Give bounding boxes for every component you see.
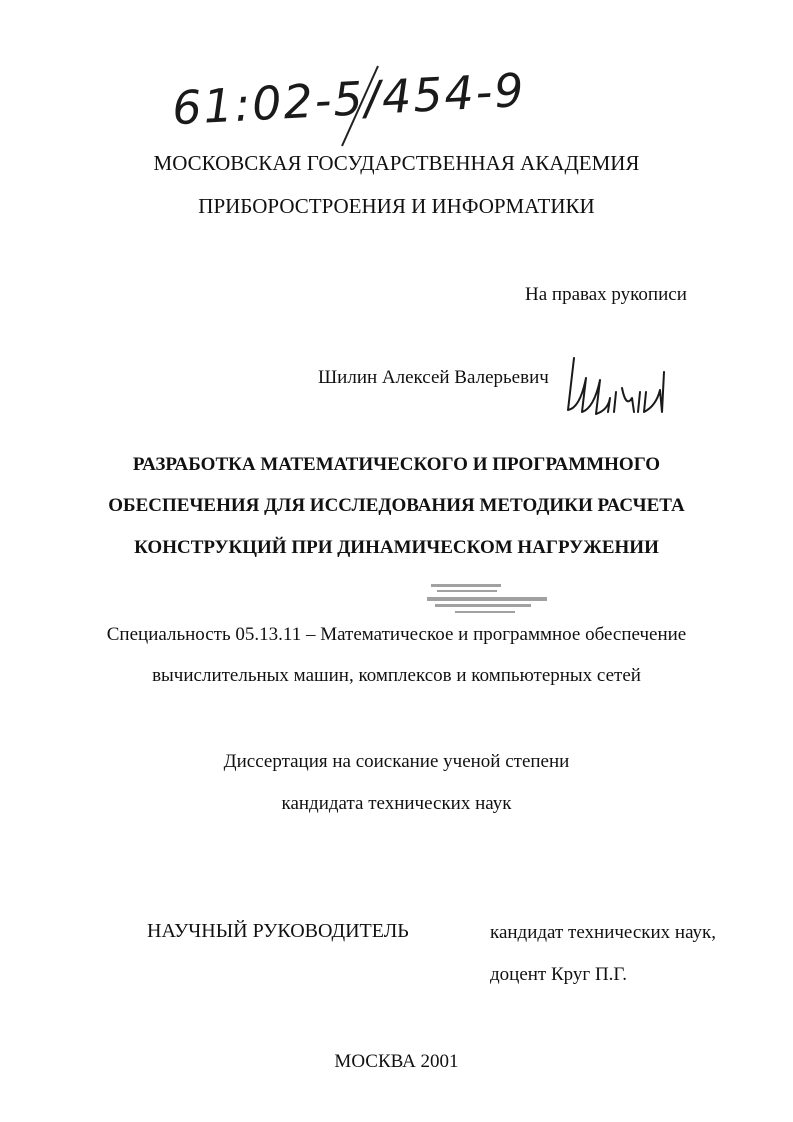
specialty-line-1: Специальность 05.13.11 – Математическое и программное обеспечение (106, 624, 687, 645)
title-line-3: КОНСТРУКЦИЙ ПРИ ДИНАМИЧЕСКОМ НАГРУЖЕНИИ (134, 537, 659, 558)
specialty-line-2: вычислительных машин, комплексов и компьютерных сетей (152, 665, 641, 686)
rights-note: На правах рукописи (525, 284, 687, 305)
dissertation-line-2: кандидата технических наук (281, 793, 512, 814)
dissertation-line-1: Диссертация на соискание ученой степени (223, 751, 570, 772)
supervisor-name: доцент Круг П.Г. (490, 964, 628, 985)
title-line-1: РАЗРАБОТКА МАТЕМАТИЧЕСКОГО И ПРОГРАММНОГО (132, 454, 661, 475)
author-signature (560, 348, 700, 428)
archive-code: 61:02-5/454-9 (170, 62, 527, 136)
title-line-2: ОБЕСПЕЧЕНИЯ ДЛЯ ИССЛЕДОВАНИЯ МЕТОДИКИ РАСЧЕТА (108, 495, 685, 516)
institution-line-1: МОСКОВСКАЯ ГОСУДАРСТВЕННАЯ АКАДЕМИЯ (153, 151, 640, 175)
supervisor-role: НАУЧНЫЙ РУКОВОДИТЕЛЬ (147, 920, 409, 942)
archive-slash-mark (330, 60, 390, 150)
author-name: Шилин Алексей Валерьевич (318, 367, 549, 388)
library-stamp (425, 580, 565, 620)
supervisor-degree: кандидат технических наук, (490, 922, 717, 943)
place-year: МОСКВА 2001 (334, 1051, 459, 1072)
institution-line-2: ПРИБОРОСТРОЕНИЯ И ИНФОРМАТИКИ (198, 194, 595, 218)
